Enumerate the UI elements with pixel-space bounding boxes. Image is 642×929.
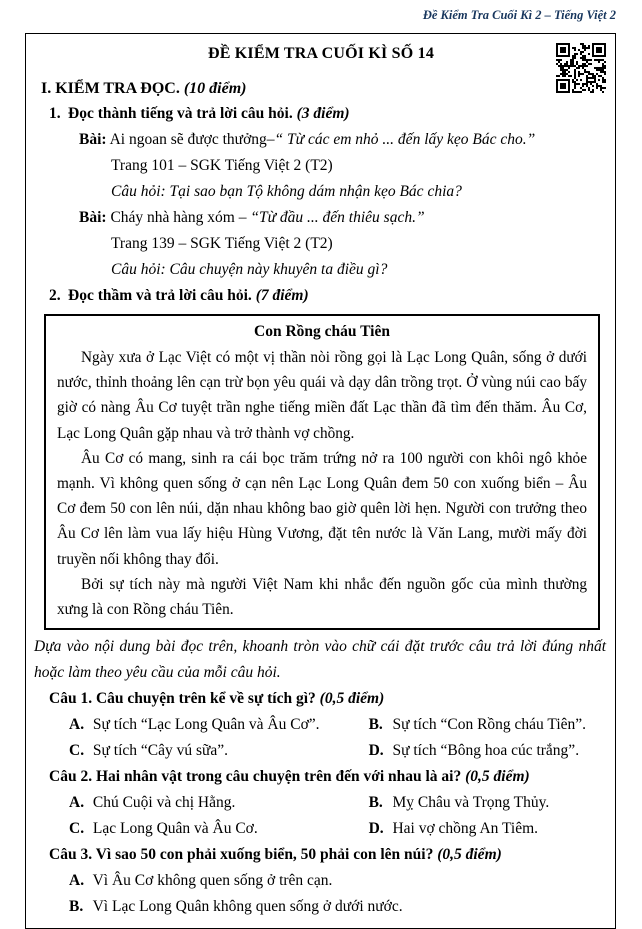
question-points: (0,5 điểm) bbox=[465, 768, 530, 786]
option-text: Sự tích “Bông hoa cúc trắng”. bbox=[392, 742, 580, 760]
option-letter: A. bbox=[69, 794, 85, 812]
question-block-1 bbox=[41, 686, 601, 764]
qr-code-icon bbox=[556, 41, 606, 95]
option-letter: A. bbox=[69, 872, 85, 890]
question-text: Vì sao 50 con phải xuống biển, 50 phải con lên núi? bbox=[95, 846, 434, 864]
option-text: Lạc Long Quân và Âu Cơ. bbox=[92, 820, 258, 838]
reading-title: Ai ngoan sẽ được thưởng– bbox=[109, 131, 275, 148]
question-2-heading bbox=[41, 764, 601, 790]
reading-question-1: Câu hỏi: Tại sao bạn Tộ không dám nhận kẹo Bác chia? bbox=[111, 183, 462, 200]
reading-label: Bài: bbox=[79, 209, 107, 226]
option-text: Vì Lạc Long Quân không quen sống ở dưới nước. bbox=[92, 898, 403, 916]
answer-option-2c bbox=[41, 816, 341, 842]
page-reference-2: Trang 139 – SGK Tiếng Việt 2 (T2) bbox=[111, 235, 333, 252]
reading-item-2 bbox=[41, 205, 601, 231]
option-text: Vì Âu Cơ không quen sống ở trên cạn. bbox=[92, 872, 333, 890]
option-letter: B. bbox=[69, 898, 84, 916]
part-1-heading bbox=[41, 101, 601, 127]
part-1-title: Đọc thành tiếng và trả lời câu hỏi. bbox=[68, 105, 293, 122]
reading-excerpt: “ Từ các em nhỏ ... đến lấy kẹo Bác cho.” bbox=[274, 131, 536, 148]
answer-option-2d bbox=[341, 816, 601, 842]
page-reference-1: Trang 101 – SGK Tiếng Việt 2 (T2) bbox=[111, 157, 333, 174]
question-1-heading bbox=[41, 686, 601, 712]
option-text: Sự tích “Cây vú sữa”. bbox=[92, 742, 229, 760]
answer-option-2b bbox=[341, 790, 601, 816]
question-block-3 bbox=[41, 842, 601, 920]
answer-option-3a bbox=[41, 868, 601, 894]
question-3-heading bbox=[41, 842, 601, 868]
instruction-text: Dựa vào nội dung bài đọc trên, khoanh tròn vào chữ cái đặt trước câu trả lời đúng nhất hoặc làm theo yêu cầu của mỗi câu hỏi. bbox=[34, 638, 606, 682]
page-header: Đề Kiểm Tra Cuối Kì 2 – Tiếng Việt 2 bbox=[422, 8, 616, 22]
part-2-number: 2. bbox=[49, 287, 61, 304]
question-points: (0,5 điểm) bbox=[319, 690, 385, 708]
reading-excerpt: “Từ đầu ... đến thiêu sạch.” bbox=[250, 209, 425, 226]
reading-label: Bài: bbox=[79, 131, 107, 148]
option-text: Chú Cuội và chị Hằng. bbox=[92, 794, 236, 812]
passage-paragraph: Bởi sự tích này mà người Việt Nam khi nhắc đến nguồn gốc của mình thường xưng là con Rồng cháu Tiên. bbox=[57, 575, 587, 619]
option-letter: B. bbox=[368, 794, 383, 812]
reading-item-1 bbox=[41, 127, 601, 153]
question-text: Hai nhân vật trong câu chuyện trên đến với nhau là ai? bbox=[95, 768, 462, 786]
section-1-title: I. KIỂM TRA ĐỌC. bbox=[41, 80, 180, 97]
reading-title: Cháy nhà hàng xóm – bbox=[110, 209, 247, 226]
exam-title: ĐỀ KIỂM TRA CUỐI KÌ SỐ 14 bbox=[207, 45, 435, 62]
exam-sheet bbox=[25, 33, 616, 929]
option-letter: C. bbox=[69, 742, 85, 760]
part-2-title: Đọc thầm và trả lời câu hỏi. bbox=[68, 287, 252, 304]
passage-paragraph: Ngày xưa ở Lạc Việt có một vị thần nòi rồng gọi là Lạc Long Quân, sống ở dưới nước, thỉnh thoảng lên cạn trừ bọn yêu quái và dạy dân trồng trọt. Ở vùng núi cao bấy giờ có nàng Âu Cơ tuyệt trần nghe tiếng miền đất Lạc thần đã tìm đến thăm. Âu Cơ, Lạc Long Quân gặp nhau và trở thành vợ chồng. bbox=[57, 349, 587, 442]
option-letter: B. bbox=[368, 716, 383, 734]
option-letter: C. bbox=[69, 820, 85, 838]
option-text: Hai vợ chồng An Tiêm. bbox=[392, 820, 539, 838]
answer-option-1a bbox=[41, 712, 341, 738]
answer-option-2a bbox=[41, 790, 341, 816]
option-text: Sự tích “Con Rồng cháu Tiên”. bbox=[392, 716, 587, 734]
question-text: Câu chuyện trên kể về sự tích gì? bbox=[95, 690, 316, 708]
question-label: Câu 3. bbox=[49, 846, 93, 864]
answer-option-1d bbox=[341, 738, 601, 764]
option-letter: D. bbox=[368, 820, 384, 838]
question-label: Câu 2. bbox=[49, 768, 93, 786]
option-letter: A. bbox=[69, 716, 85, 734]
answer-option-1b bbox=[341, 712, 601, 738]
section-1-heading bbox=[41, 77, 601, 101]
passage-title: Con Rồng cháu Tiên bbox=[254, 323, 390, 340]
answer-option-1c bbox=[41, 738, 341, 764]
part-2-heading bbox=[41, 283, 601, 309]
option-text: Sự tích “Lạc Long Quân và Âu Cơ”. bbox=[92, 716, 320, 734]
question-block-2 bbox=[41, 764, 601, 842]
passage-box bbox=[44, 314, 600, 630]
passage-paragraph: Âu Cơ có mang, sinh ra cái bọc trăm trứng nở ra 100 người con khôi ngô khỏe mạnh. Vì không quen sống ở cạn nên Lạc Long Quân đem 50 con xuống biển – Âu Cơ đem 50 con lên núi, dặn nhau không bao giờ quên lời hẹn. Người con trưởng theo Âu Cơ lên làm vua lấy hiệu Hùng Vương, đặt tên nước là Văn Lang, mười mấy đời truyền nối không thay đổi. bbox=[57, 449, 587, 568]
question-points: (0,5 điểm) bbox=[437, 846, 502, 864]
part-2-points: (7 điểm) bbox=[255, 287, 309, 304]
section-1-points: (10 điểm) bbox=[183, 80, 247, 97]
question-label: Câu 1. bbox=[49, 690, 93, 708]
option-letter: D. bbox=[368, 742, 384, 760]
part-1-points: (3 điểm) bbox=[296, 105, 350, 122]
part-1-number: 1. bbox=[49, 105, 61, 122]
answer-option-3b bbox=[41, 894, 601, 920]
option-text: Mỵ Châu và Trọng Thủy. bbox=[392, 794, 550, 812]
reading-question-2: Câu hỏi: Câu chuyện này khuyên ta điều gì? bbox=[111, 261, 388, 278]
